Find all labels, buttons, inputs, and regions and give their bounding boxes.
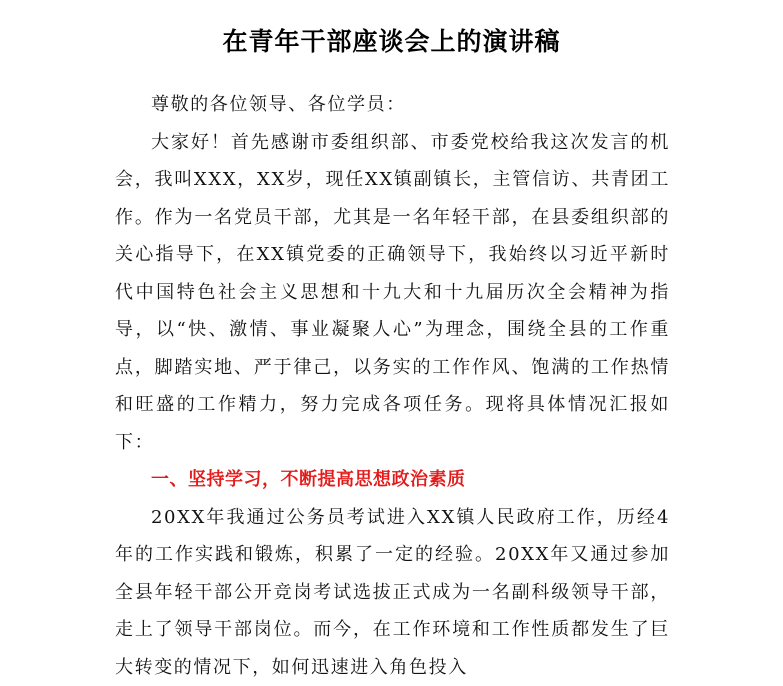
salutation: 尊敬的各位领导、各位学员： — [115, 86, 670, 124]
paragraph-intro: 大家好！首先感谢市委组织部、市委党校给我这次发言的机会，我叫XXX，XX岁，现任XX镇副镇长，主管信访、共青团工作。作为一名党员干部，尤其是一名年轻干部，在县委组织部的关心指导下，在XX镇党委的正确领导下，我始终以习近平新时代中国特色社会主义思想和十九大和十九届历次全会精神为指导，以“快、激情、事业凝聚人心”为理念，围绕全县的工作重点，脚踏实地、严于律己，以务实的工作作风、饱满的工作热情和旺盛的工作精力，努力完成各项任务。现将具体情况汇报如下： — [115, 124, 670, 462]
document-body — [115, 86, 670, 686]
document-title: 在青年干部座谈会上的演讲稿 — [0, 22, 783, 62]
paragraph-section-1: 20XX年我通过公务员考试进入XX镇人民政府工作，历经4年的工作实践和锻炼，积累了一定的经验。20XX年又通过参加全县年轻干部公开竞岗考试选拔正式成为一名副科级领导干部，走上了领导干部岗位。而今，在工作环境和工作性质都发生了巨大转变的情况下，如何迅速进入角色投入 — [115, 499, 670, 686]
section-heading-1: 一、坚持学习，不断提高思想政治素质 — [115, 461, 670, 499]
